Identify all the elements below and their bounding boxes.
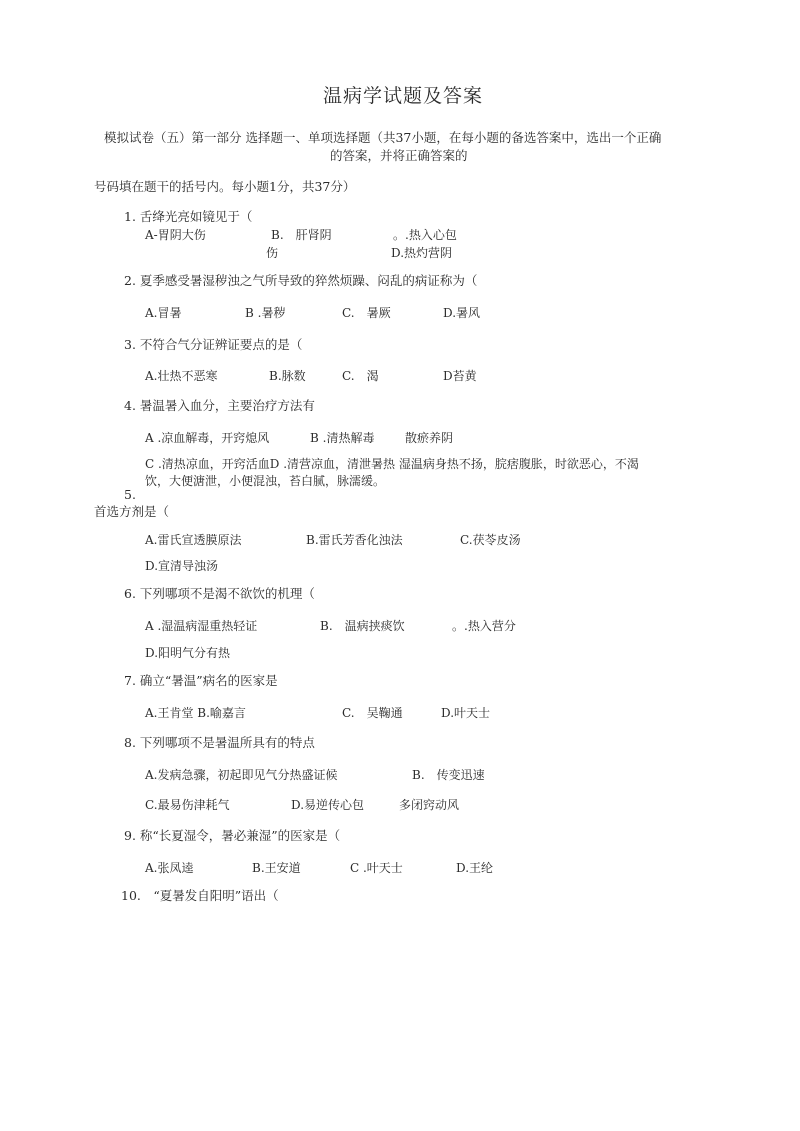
question-1-option-c: 。.热入心包 xyxy=(393,228,457,242)
question-3-option-c: C. 渴 xyxy=(342,369,379,383)
question-9-stem: 9. 称“长夏湿令，暑必兼湿”的医家是（ xyxy=(124,828,341,843)
question-2-option-b: B .暑秽 xyxy=(245,306,286,320)
question-8-option-c: C.最易伤津耗气 xyxy=(145,798,230,812)
question-5-number: 5. xyxy=(124,487,136,502)
question-4-option-a: A .凉血解毒，开窍熄风 xyxy=(145,431,270,445)
question-4-option-b-cont: 散瘀养阴 xyxy=(405,431,454,445)
intro-line-1: 模拟试卷（五）第一部分 选择题一、单项选择题（共37小题，在每小题的备选答案中，选出一个正确 xyxy=(104,130,662,145)
question-3-stem: 3. 不符合气分证辨证要点的是（ xyxy=(124,337,303,352)
question-9-option-d: D.王纶 xyxy=(456,861,494,875)
question-1-option-b: B. 肝肾阴 xyxy=(271,228,332,242)
question-6-option-b: B. 温病挟痰饮 xyxy=(320,619,405,633)
question-5-option-a: A.雷氏宣透膜原法 xyxy=(145,533,242,547)
question-10-stem: 10. “夏暑发自阳明”语出（ xyxy=(121,888,279,903)
question-7-stem: 7. 确立“暑温”病名的医家是 xyxy=(124,673,278,688)
question-3-option-d: D苔黄 xyxy=(443,369,477,383)
question-6-option-a: A .湿温病湿重热轻证 xyxy=(145,619,258,633)
question-2-option-c: C. 暑厥 xyxy=(342,306,391,320)
question-3-option-a: A.壮热不恶寒 xyxy=(145,369,218,383)
question-6-option-c: 。.热入营分 xyxy=(452,619,516,633)
question-5-stem: 首选方剂是（ xyxy=(94,504,170,519)
question-5-option-b: B.雷氏芳香化浊法 xyxy=(306,533,403,547)
question-1-option-b-cont: 伤 xyxy=(266,246,279,260)
question-8-stem: 8. 下列哪项不是暑温所具有的特点 xyxy=(124,735,315,750)
question-6-stem: 6. 下列哪项不是渴不欲饮的机理（ xyxy=(124,586,315,601)
question-2-option-d: D.暑风 xyxy=(443,306,481,320)
question-7-option-d: D.叶天士 xyxy=(441,706,491,720)
question-2-stem: 2. 夏季感受暑湿秽浊之气所导致的猝然烦躁、闷乱的病证称为（ xyxy=(124,273,478,288)
question-8-option-b: B. 传变迅速 xyxy=(412,768,485,782)
question-8-option-d: D.易逆传心包 xyxy=(291,798,365,812)
question-5-option-c: C.茯苓皮汤 xyxy=(460,533,521,547)
question-9-option-a: A.张凤逵 xyxy=(145,861,194,875)
intro-line-2: 的答案，并将正确答案的 xyxy=(330,148,468,163)
question-8-option-e: 多闭窍动风 xyxy=(399,798,460,812)
intro-line-3: 号码填在题干的括号内。每小题1分，共37分） xyxy=(94,179,356,194)
question-9-option-b: B.王安道 xyxy=(252,861,301,875)
question-8-option-a: A.发病急骤，初起即见气分热盛证候 xyxy=(145,768,338,782)
question-4-option-c-line-1: C .清热凉血，开窍活血D .清营凉血，清泄暑热 湿温病身热不扬，脘痞腹胀，时欲恶心，不渴 xyxy=(145,457,639,471)
question-7-option-a: A.王肯堂 B.喻嘉言 xyxy=(145,706,246,720)
question-7-option-c: C. 吴鞠通 xyxy=(342,706,403,720)
question-1-stem: 1. 舌绛光亮如镜见于（ xyxy=(124,209,253,224)
question-6-option-d: D.阳明气分有热 xyxy=(145,646,231,660)
question-9-option-c: C .叶天士 xyxy=(350,861,403,875)
question-1-option-a: A-胃阴大伤 xyxy=(145,228,206,242)
question-1-option-d: D.热灼营阴 xyxy=(391,246,453,260)
question-4-option-c-line-2: 饮，大便溏泄，小便混浊，苔白腻，脉濡缓。 xyxy=(145,474,386,488)
question-2-option-a: A.冒暑 xyxy=(145,306,182,320)
question-4-stem: 4. 暑温暑入血分，主要治疗方法有 xyxy=(124,398,315,413)
question-5-option-d: D.宣清导浊汤 xyxy=(145,559,219,573)
page-title: 温病学试题及答案 xyxy=(323,85,484,107)
question-4-option-b: B .清热解毒 xyxy=(310,431,375,445)
question-3-option-b: B.脉数 xyxy=(269,369,306,383)
